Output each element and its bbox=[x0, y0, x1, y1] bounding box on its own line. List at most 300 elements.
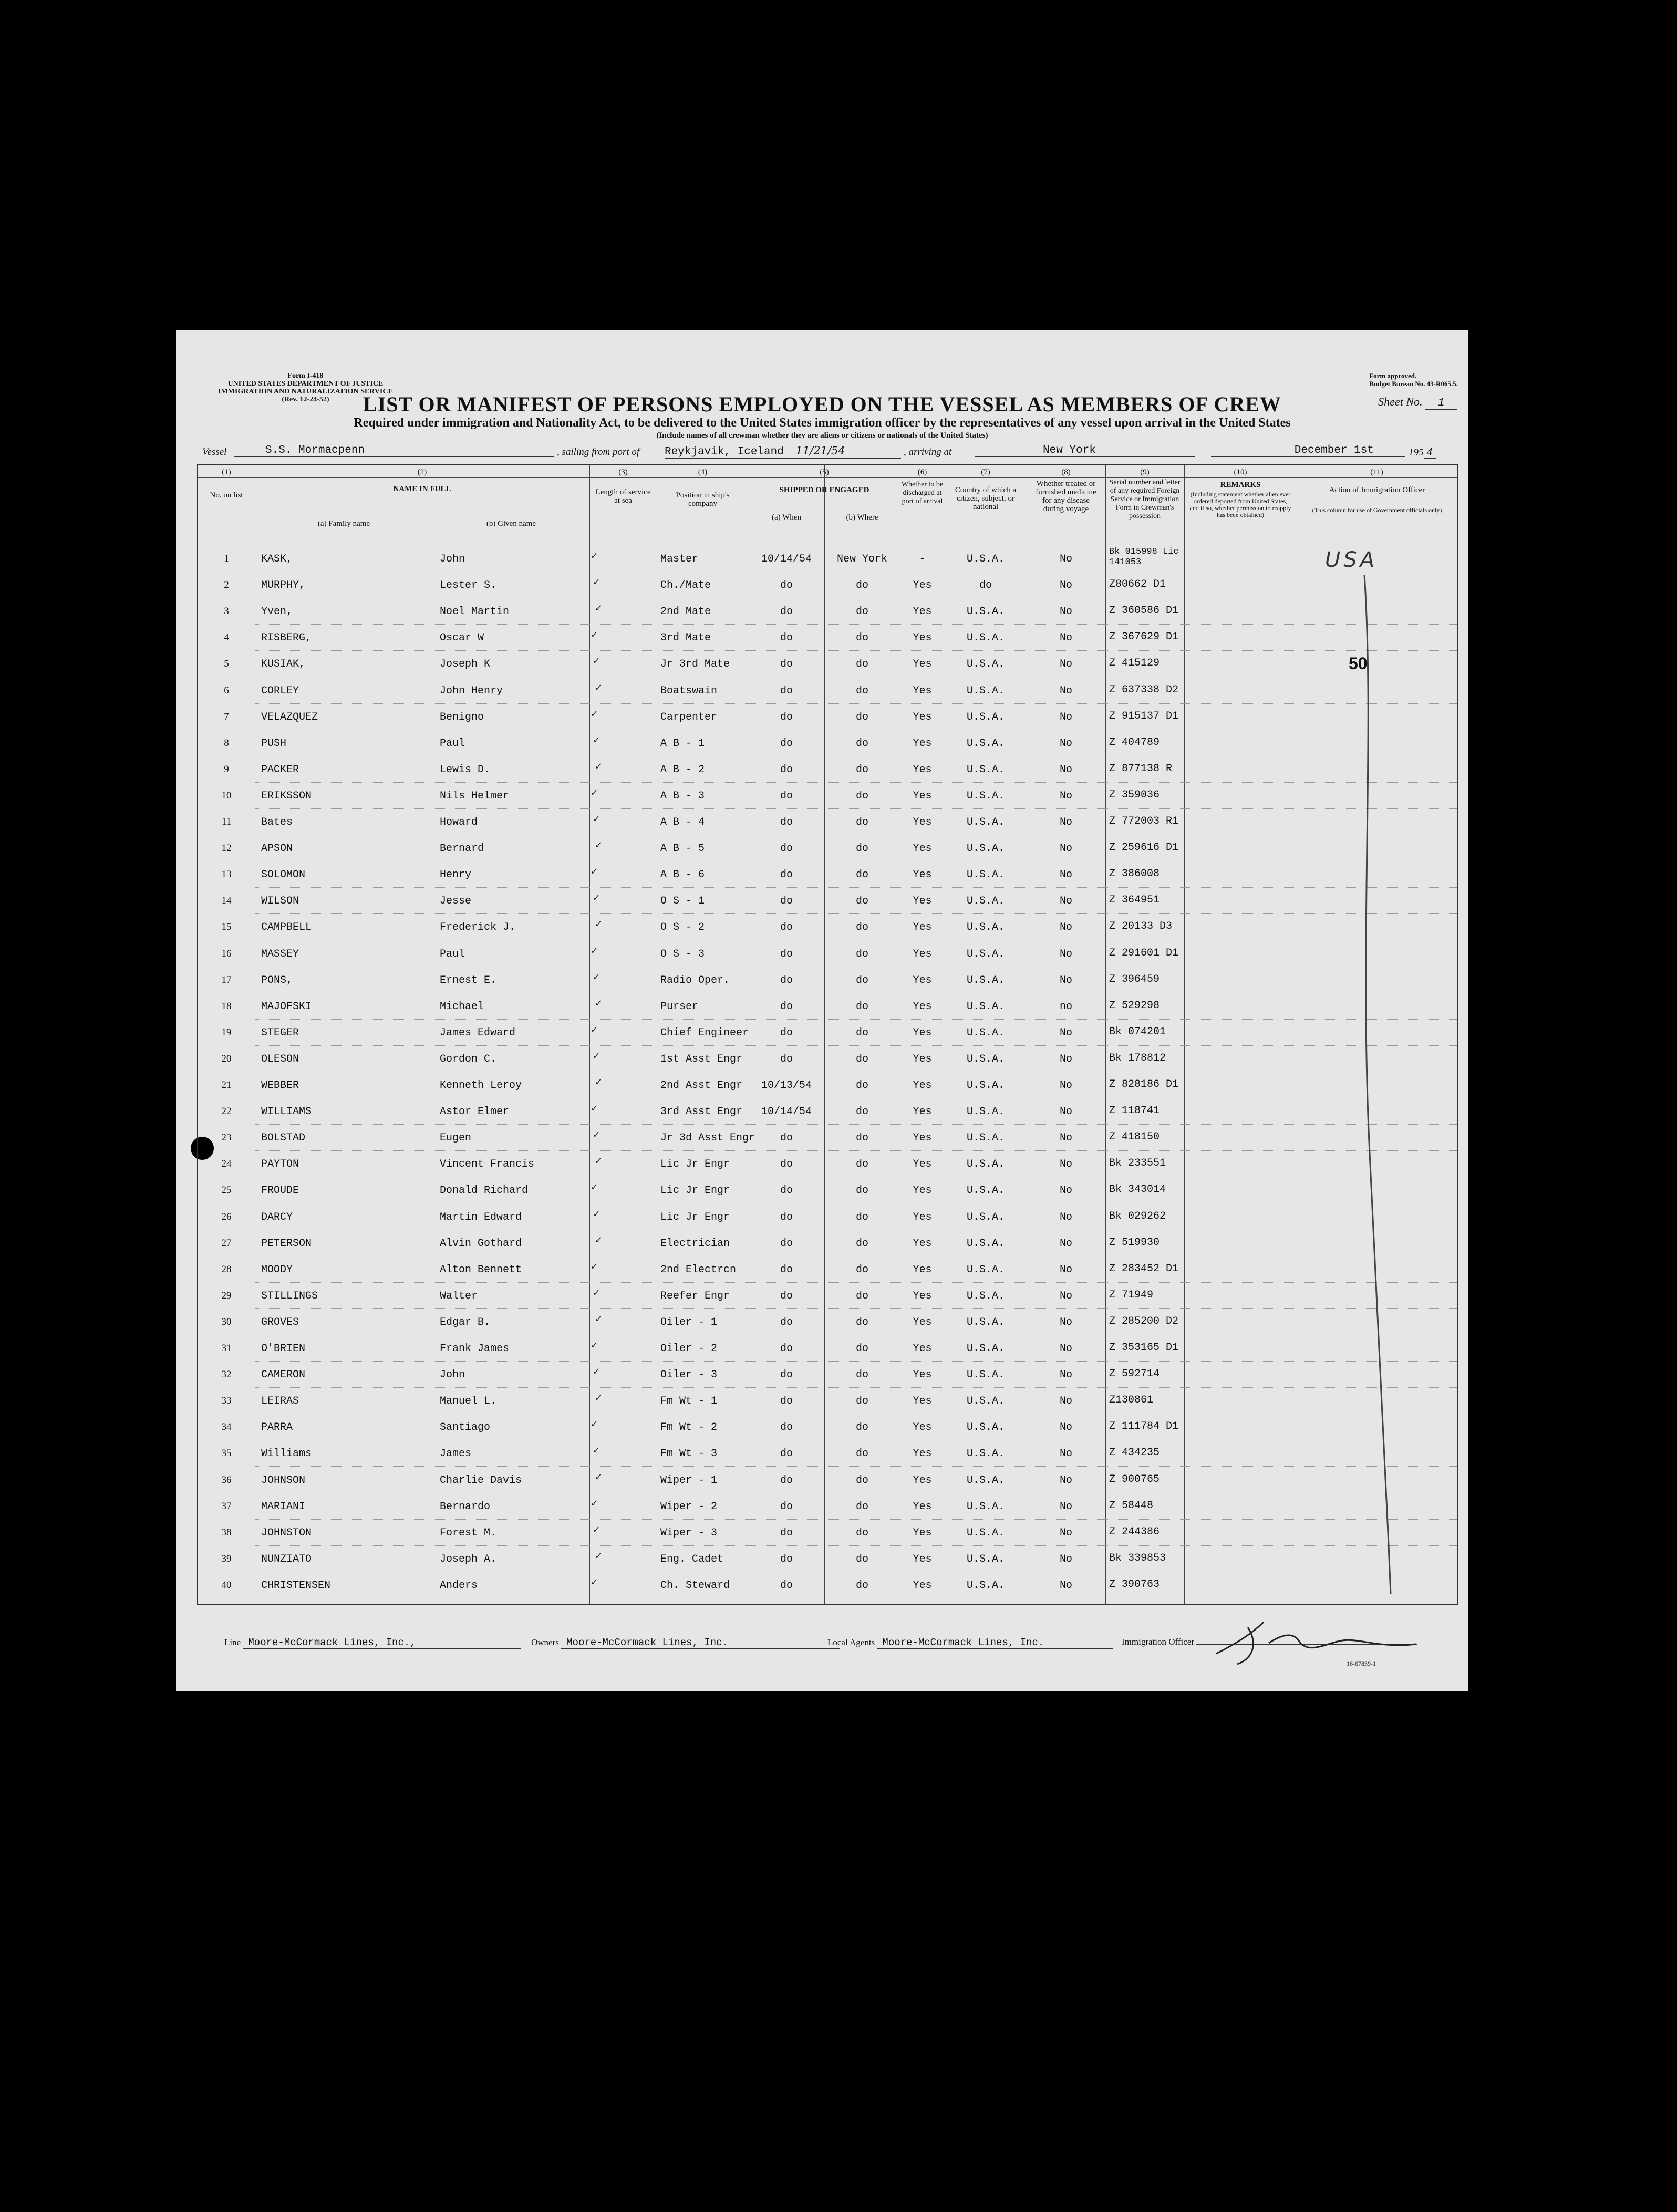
vessel-name: S.S. Mormacpenn bbox=[234, 444, 554, 457]
cell-where: do bbox=[855, 632, 868, 645]
cell-position: 2nd Asst Engr bbox=[660, 1079, 743, 1092]
col9-number: (9) bbox=[1140, 468, 1150, 476]
cell-discharged: Yes bbox=[913, 1474, 932, 1487]
cell-no: 31 bbox=[221, 1343, 232, 1354]
cell-country: U.S.A. bbox=[966, 1343, 1005, 1355]
cell-country: U.S.A. bbox=[966, 1448, 1005, 1460]
cell-discharged: Yes bbox=[913, 1026, 932, 1039]
table-row bbox=[198, 941, 1457, 967]
cell-family: PARRA bbox=[261, 1421, 293, 1434]
cell-discharged: Yes bbox=[913, 1000, 932, 1013]
form-title: LIST OR MANIFEST OF PERSONS EMPLOYED ON THE VESSEL AS MEMBERS OF CREW bbox=[363, 392, 1281, 416]
departure-port: Reykjavik, Iceland bbox=[665, 446, 784, 458]
cell-when: do bbox=[780, 1343, 793, 1355]
cell-when: do bbox=[780, 1448, 793, 1460]
table-row bbox=[198, 1362, 1457, 1388]
cell-no: 20 bbox=[221, 1053, 232, 1064]
cell-serial: Z 404789 bbox=[1109, 736, 1160, 749]
cell-serial: Z 828186 D1 bbox=[1109, 1078, 1179, 1091]
col11-header: Action of Immigration Officer bbox=[1329, 486, 1425, 494]
cell-given: Alvin Gothard bbox=[440, 1237, 522, 1250]
arrival-date: December 1st bbox=[1211, 444, 1405, 457]
table-row bbox=[198, 756, 1457, 783]
checkmark-icon: ✓ bbox=[591, 1024, 598, 1036]
cell-where: do bbox=[855, 1026, 868, 1039]
col11-number: (11) bbox=[1370, 468, 1383, 476]
cell-where: do bbox=[855, 1106, 868, 1118]
cell-family: WILLIAMS bbox=[261, 1106, 312, 1118]
cell-position: Lic Jr Engr bbox=[660, 1158, 730, 1171]
cell-family: LEIRAS bbox=[261, 1395, 299, 1408]
cell-discharged: Yes bbox=[913, 1500, 932, 1513]
table-row bbox=[198, 1020, 1457, 1046]
cell-no: 21 bbox=[221, 1079, 232, 1091]
cell-no: 14 bbox=[221, 895, 232, 907]
cell-serial: Z 637338 D2 bbox=[1109, 683, 1179, 696]
cell-where: do bbox=[855, 606, 868, 618]
cell-treated: No bbox=[1059, 974, 1072, 986]
cell-given: Joseph A. bbox=[440, 1553, 497, 1565]
cell-position: A B - 1 bbox=[660, 737, 705, 750]
cell-no: 35 bbox=[221, 1448, 232, 1459]
cell-family: Bates bbox=[261, 816, 293, 828]
col1-header: No. on list bbox=[210, 491, 243, 500]
cell-serial: Z 359036 bbox=[1109, 788, 1160, 801]
cell-where: do bbox=[855, 1053, 868, 1065]
cell-where: do bbox=[855, 763, 868, 776]
checkmark-icon: ✓ bbox=[591, 708, 598, 721]
handwritten-usa-mark: USA bbox=[1325, 548, 1378, 572]
cell-no: 23 bbox=[221, 1132, 232, 1144]
cell-discharged: Yes bbox=[913, 711, 932, 723]
cell-position: Wiper - 1 bbox=[660, 1474, 718, 1487]
checkmark-icon: ✓ bbox=[595, 1077, 602, 1089]
cell-serial: Z 20133 D3 bbox=[1109, 920, 1173, 933]
cell-serial: Z 367629 D1 bbox=[1109, 631, 1179, 643]
cell-treated: No bbox=[1059, 1026, 1072, 1039]
departure-port-field bbox=[665, 444, 901, 459]
cell-treated: No bbox=[1059, 1526, 1072, 1539]
line-value: Moore-McCormack Lines, Inc., bbox=[243, 1637, 521, 1649]
cell-position: Carpenter bbox=[660, 711, 718, 723]
cell-where: do bbox=[855, 1579, 868, 1592]
cell-no: 30 bbox=[221, 1316, 232, 1327]
cell-position: Ch. Steward bbox=[660, 1579, 730, 1592]
cell-no: 2 bbox=[224, 579, 229, 591]
cell-discharged: - bbox=[919, 553, 926, 565]
cell-position: 3rd Mate bbox=[660, 632, 711, 645]
cell-country: U.S.A. bbox=[966, 1579, 1005, 1592]
cell-discharged: Yes bbox=[913, 1290, 932, 1302]
cell-no: 7 bbox=[224, 711, 229, 722]
cell-no: 26 bbox=[221, 1211, 232, 1222]
form-number: Form I-418 bbox=[287, 372, 324, 380]
cell-no: 28 bbox=[221, 1263, 232, 1275]
cell-when: do bbox=[780, 869, 793, 881]
cell-treated: No bbox=[1059, 948, 1072, 960]
cell-position: Ch./Mate bbox=[660, 579, 711, 592]
cell-where: New York bbox=[836, 553, 887, 565]
sailing-label: , sailing from port of bbox=[557, 446, 640, 458]
cell-discharged: Yes bbox=[913, 1132, 932, 1145]
checkmark-icon: ✓ bbox=[593, 1208, 600, 1221]
cell-country: U.S.A. bbox=[966, 948, 1005, 960]
checkmark-icon: ✓ bbox=[591, 1340, 598, 1352]
cell-given: Bernardo bbox=[440, 1500, 491, 1513]
cell-no: 4 bbox=[224, 632, 229, 643]
cell-when: do bbox=[780, 790, 793, 802]
cell-discharged: Yes bbox=[913, 1079, 932, 1092]
cell-discharged: Yes bbox=[913, 763, 932, 776]
cell-where: do bbox=[855, 1263, 868, 1276]
cell-country: U.S.A. bbox=[966, 711, 1005, 723]
cell-given: Michael bbox=[440, 1000, 484, 1013]
cell-serial: Z 285200 D2 bbox=[1109, 1315, 1179, 1327]
cell-no: 17 bbox=[221, 974, 232, 985]
col4-number: (4) bbox=[698, 468, 708, 476]
checkmark-icon: ✓ bbox=[595, 919, 602, 931]
cell-discharged: Yes bbox=[913, 1448, 932, 1460]
cell-no: 18 bbox=[221, 1000, 232, 1012]
cell-no: 19 bbox=[221, 1026, 232, 1038]
cell-treated: No bbox=[1059, 1553, 1072, 1565]
cell-country: U.S.A. bbox=[966, 658, 1005, 671]
table-row bbox=[198, 1204, 1457, 1230]
cell-where: do bbox=[855, 658, 868, 671]
cell-when: do bbox=[780, 1132, 793, 1145]
col8-number: (8) bbox=[1061, 468, 1071, 476]
cell-position: Oiler - 1 bbox=[660, 1316, 718, 1328]
cell-country: U.S.A. bbox=[966, 1158, 1005, 1171]
cell-when: do bbox=[780, 1369, 793, 1382]
cell-position: Fm Wt - 3 bbox=[660, 1448, 718, 1460]
cell-discharged: Yes bbox=[913, 1579, 932, 1592]
cell-family: MOODY bbox=[261, 1263, 293, 1276]
cell-given: John bbox=[440, 553, 465, 565]
cell-when: 10/13/54 bbox=[761, 1079, 812, 1092]
cell-discharged: Yes bbox=[913, 948, 932, 960]
cell-family: ERIKSSON bbox=[261, 790, 312, 802]
cell-serial: Z80662 D1 bbox=[1109, 578, 1166, 591]
cell-treated: No bbox=[1059, 632, 1072, 645]
cell-position: Oiler - 3 bbox=[660, 1369, 718, 1382]
cell-discharged: Yes bbox=[913, 1343, 932, 1355]
cell-given: Martin Edward bbox=[440, 1211, 522, 1223]
cell-country: U.S.A. bbox=[966, 1553, 1005, 1565]
table-row bbox=[198, 1467, 1457, 1493]
cell-serial: Z 772003 R1 bbox=[1109, 815, 1179, 827]
cell-when: do bbox=[780, 1316, 793, 1328]
cell-treated: No bbox=[1059, 579, 1072, 592]
cell-treated: No bbox=[1059, 816, 1072, 828]
cell-no: 34 bbox=[221, 1421, 232, 1433]
checkmark-icon: ✓ bbox=[593, 892, 600, 905]
cell-family: VELAZQUEZ bbox=[261, 711, 318, 723]
checkmark-icon: ✓ bbox=[593, 1524, 600, 1536]
cell-where: do bbox=[855, 1421, 868, 1434]
cell-family: KASK, bbox=[261, 553, 293, 565]
cell-country: U.S.A. bbox=[966, 895, 1005, 908]
cell-where: do bbox=[855, 1395, 868, 1408]
checkmark-icon: ✓ bbox=[593, 1445, 600, 1458]
cell-position: O S - 1 bbox=[660, 895, 705, 908]
cell-treated: No bbox=[1059, 1158, 1072, 1171]
cell-where: do bbox=[855, 1237, 868, 1250]
table-row bbox=[198, 914, 1457, 940]
cell-position: Wiper - 3 bbox=[660, 1526, 718, 1539]
cell-position: Reefer Engr bbox=[660, 1290, 730, 1302]
col5b-header: (b) Where bbox=[846, 513, 878, 522]
cell-position: Master bbox=[660, 553, 699, 565]
cell-serial: Z 418150 bbox=[1109, 1131, 1160, 1144]
cell-where: do bbox=[855, 1553, 868, 1565]
cell-no: 32 bbox=[221, 1369, 232, 1380]
cell-position: Jr 3d Asst Engr bbox=[660, 1132, 755, 1145]
col11-note: (This column for use of Government officials only) bbox=[1312, 506, 1442, 514]
cell-when: do bbox=[780, 1185, 793, 1197]
cell-family: PONS, bbox=[261, 974, 293, 986]
cell-position: 3rd Asst Engr bbox=[660, 1106, 743, 1118]
cell-treated: No bbox=[1059, 606, 1072, 618]
cell-serial: Z 244386 bbox=[1109, 1525, 1160, 1538]
cell-country: U.S.A. bbox=[966, 1026, 1005, 1039]
cell-family: STEGER bbox=[261, 1026, 299, 1039]
cell-serial: Bk 343014 bbox=[1109, 1183, 1166, 1196]
table-row bbox=[198, 967, 1457, 993]
cell-where: do bbox=[855, 1474, 868, 1487]
col8-header: Whether treated or furnished medicine for any disease during voyage bbox=[1036, 480, 1096, 513]
cell-position: Lic Jr Engr bbox=[660, 1185, 730, 1197]
agents-value: Moore-McCormack Lines, Inc. bbox=[877, 1637, 1113, 1649]
cell-country: U.S.A. bbox=[966, 1290, 1005, 1302]
table-row bbox=[198, 625, 1457, 651]
cell-discharged: Yes bbox=[913, 1395, 932, 1408]
table-row bbox=[198, 1046, 1457, 1072]
checkmark-icon: ✓ bbox=[595, 1393, 602, 1405]
table-row bbox=[198, 1230, 1457, 1256]
cell-no: 25 bbox=[221, 1185, 232, 1196]
checkmark-icon: ✓ bbox=[591, 1103, 598, 1116]
cell-given: Anders bbox=[440, 1579, 478, 1592]
cell-country: U.S.A. bbox=[966, 553, 1005, 565]
crew-table bbox=[197, 464, 1458, 1605]
cell-discharged: Yes bbox=[913, 1185, 932, 1197]
table-row bbox=[198, 1098, 1457, 1125]
cell-serial: Z 396459 bbox=[1109, 973, 1160, 985]
cell-given: Astor Elmer bbox=[440, 1106, 510, 1118]
cell-position: Fm Wt - 1 bbox=[660, 1395, 718, 1408]
approved-label: Form approved. bbox=[1369, 372, 1417, 380]
cell-given: Frank James bbox=[440, 1343, 510, 1355]
cell-position: 1st Asst Engr bbox=[660, 1053, 743, 1065]
cell-position: Wiper - 2 bbox=[660, 1500, 718, 1513]
cell-no: 27 bbox=[221, 1237, 232, 1249]
owners-label: Owners bbox=[531, 1637, 559, 1647]
table-row bbox=[198, 1414, 1457, 1440]
cell-serial: Z 111784 D1 bbox=[1109, 1420, 1179, 1433]
table-row bbox=[198, 546, 1457, 572]
cell-treated: No bbox=[1059, 658, 1072, 671]
checkmark-icon: ✓ bbox=[595, 761, 602, 773]
cell-where: do bbox=[855, 579, 868, 592]
cell-no: 39 bbox=[221, 1553, 232, 1564]
cell-position: Jr 3rd Mate bbox=[660, 658, 730, 671]
checkmark-icon: ✓ bbox=[593, 1366, 600, 1379]
cell-discharged: Yes bbox=[913, 1263, 932, 1276]
checkmark-icon: ✓ bbox=[593, 577, 600, 589]
cell-country: U.S.A. bbox=[966, 1500, 1005, 1513]
cell-where: do bbox=[855, 1185, 868, 1197]
table-row bbox=[198, 1493, 1457, 1520]
cell-family: MAJOFSKI bbox=[261, 1000, 312, 1013]
cell-given: Ernest E. bbox=[440, 974, 497, 986]
cell-when: do bbox=[780, 1290, 793, 1302]
cell-family: MURPHY, bbox=[261, 579, 306, 592]
cell-treated: No bbox=[1059, 1106, 1072, 1118]
cell-country: U.S.A. bbox=[966, 1079, 1005, 1092]
cell-treated: No bbox=[1059, 895, 1072, 908]
cell-serial: Bk 074201 bbox=[1109, 1025, 1166, 1038]
cell-serial: Z 360586 D1 bbox=[1109, 605, 1179, 617]
cell-serial: Z 915137 D1 bbox=[1109, 710, 1179, 722]
cell-treated: No bbox=[1059, 763, 1072, 776]
cell-position: O S - 2 bbox=[660, 921, 705, 934]
cell-position: Boatswain bbox=[660, 684, 718, 697]
cell-no: 29 bbox=[221, 1290, 232, 1301]
col3-header: Length of service at sea bbox=[595, 488, 651, 505]
cell-serial: Z 353165 D1 bbox=[1109, 1342, 1179, 1354]
cell-treated: No bbox=[1059, 1395, 1072, 1408]
cell-serial: Z 434235 bbox=[1109, 1447, 1160, 1459]
cell-where: do bbox=[855, 711, 868, 723]
table-row bbox=[198, 1520, 1457, 1546]
cell-family: SOLOMON bbox=[261, 869, 306, 881]
cell-discharged: Yes bbox=[913, 816, 932, 828]
cell-treated: No bbox=[1059, 737, 1072, 750]
cell-treated: No bbox=[1059, 1448, 1072, 1460]
manifest-sheet bbox=[176, 330, 1468, 1691]
cell-family: PACKER bbox=[261, 763, 299, 776]
cell-given: Charlie Davis bbox=[440, 1474, 522, 1487]
department-name: UNITED STATES DEPARTMENT OF JUSTICE bbox=[227, 380, 384, 388]
year-digit: 4 bbox=[1424, 446, 1436, 459]
cell-where: do bbox=[855, 1448, 868, 1460]
form-subtitle: Required under immigration and Nationality Act, to be delivered to the United States immigration officer by the representatives of any vessel upon arrival in the United States bbox=[354, 416, 1291, 430]
cell-country: U.S.A. bbox=[966, 790, 1005, 802]
cell-discharged: Yes bbox=[913, 1158, 932, 1171]
cell-when: do bbox=[780, 1579, 793, 1592]
cell-when: do bbox=[780, 579, 793, 592]
cell-given: Noel Martin bbox=[440, 606, 510, 618]
cell-when: do bbox=[780, 763, 793, 776]
arriving-label: , arriving at bbox=[904, 446, 952, 458]
cell-family: MARIANI bbox=[261, 1500, 306, 1513]
col5-header: SHIPPED OR ENGAGED bbox=[779, 486, 869, 494]
cell-given: Eugen bbox=[440, 1132, 472, 1145]
cell-position: Eng. Cadet bbox=[660, 1553, 724, 1565]
cell-discharged: Yes bbox=[913, 1526, 932, 1539]
cell-given: Joseph K bbox=[440, 658, 491, 671]
cell-treated: No bbox=[1059, 921, 1072, 934]
cell-discharged: Yes bbox=[913, 684, 932, 697]
cell-when: 10/14/54 bbox=[761, 1106, 812, 1118]
cell-family: WILSON bbox=[261, 895, 299, 908]
col10-header: REMARKS bbox=[1220, 481, 1261, 489]
cell-where: do bbox=[855, 948, 868, 960]
cell-given: Paul bbox=[440, 948, 465, 960]
cell-given: Edgar B. bbox=[440, 1316, 491, 1328]
checkmark-icon: ✓ bbox=[591, 1182, 598, 1195]
cell-discharged: Yes bbox=[913, 1106, 932, 1118]
vessel-label: Vessel bbox=[202, 446, 227, 458]
cell-no: 24 bbox=[221, 1158, 232, 1170]
cell-where: do bbox=[855, 1079, 868, 1092]
table-row bbox=[198, 730, 1457, 756]
cell-family: JOHNSON bbox=[261, 1474, 306, 1487]
cell-given: Lewis D. bbox=[440, 763, 491, 776]
cell-family: NUNZIATO bbox=[261, 1553, 312, 1565]
sheet-number-field bbox=[1378, 395, 1457, 410]
table-row bbox=[198, 651, 1457, 677]
cell-where: do bbox=[855, 1316, 868, 1328]
cell-country: U.S.A. bbox=[966, 1053, 1005, 1065]
cell-treated: No bbox=[1059, 869, 1072, 881]
cell-given: John Henry bbox=[440, 684, 503, 697]
table-row bbox=[198, 783, 1457, 809]
cell-treated: No bbox=[1059, 1053, 1072, 1065]
cell-family: JOHNSTON bbox=[261, 1526, 312, 1539]
cell-no: 13 bbox=[221, 869, 232, 880]
checkmark-icon: ✓ bbox=[593, 734, 600, 747]
cell-serial: Z 415129 bbox=[1109, 657, 1160, 670]
checkmark-icon: ✓ bbox=[595, 1550, 602, 1563]
cell-position: A B - 6 bbox=[660, 869, 705, 881]
cell-where: do bbox=[855, 1000, 868, 1013]
table-row bbox=[198, 1125, 1457, 1151]
cell-where: do bbox=[855, 974, 868, 986]
cell-family: PAYTON bbox=[261, 1158, 299, 1171]
form-subnote: (Include names of all crewman whether they are aliens or citizens or nationals of the United States) bbox=[656, 431, 988, 440]
sheet-number: 1 bbox=[1425, 397, 1457, 410]
cell-serial: Z 283452 D1 bbox=[1109, 1262, 1179, 1275]
cell-when: do bbox=[780, 1421, 793, 1434]
cell-when: 10/14/54 bbox=[761, 553, 812, 565]
checkmark-icon: ✓ bbox=[593, 1129, 600, 1142]
table-row bbox=[198, 1335, 1457, 1362]
cell-where: do bbox=[855, 684, 868, 697]
sheet-label: Sheet No. bbox=[1378, 395, 1423, 408]
cell-position: Chief Engineer bbox=[660, 1026, 749, 1039]
cell-treated: No bbox=[1059, 1132, 1072, 1145]
cell-serial: Z 592714 bbox=[1109, 1368, 1160, 1380]
cell-no: 15 bbox=[221, 921, 232, 933]
cell-treated: No bbox=[1059, 1211, 1072, 1223]
cell-treated: No bbox=[1059, 1369, 1072, 1382]
cell-where: do bbox=[855, 737, 868, 750]
cell-country: U.S.A. bbox=[966, 1421, 1005, 1434]
table-row bbox=[198, 704, 1457, 730]
table-row bbox=[198, 888, 1457, 914]
cell-when: do bbox=[780, 737, 793, 750]
cell-when: do bbox=[780, 1053, 793, 1065]
cell-treated: No bbox=[1059, 843, 1072, 855]
cell-where: do bbox=[855, 1500, 868, 1513]
cell-given: Frederick J. bbox=[440, 921, 516, 934]
cell-serial: Z 390763 bbox=[1109, 1578, 1160, 1591]
cell-position: Lic Jr Engr bbox=[660, 1211, 730, 1223]
cell-family: GROVES bbox=[261, 1316, 299, 1328]
cell-when: do bbox=[780, 1526, 793, 1539]
